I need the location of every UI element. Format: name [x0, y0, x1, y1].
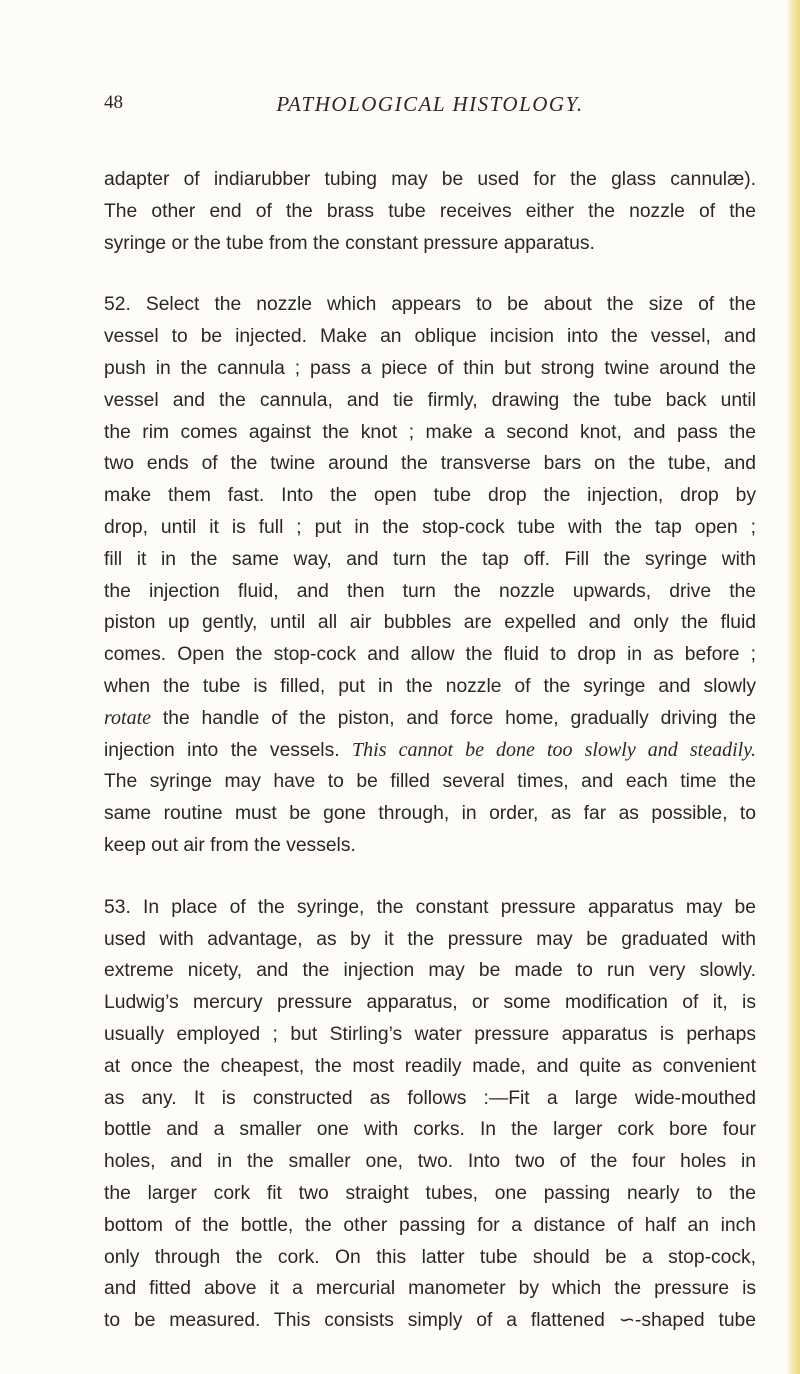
- text-line: bottle and a smaller one with corks. In the larger cork bore four: [104, 1119, 756, 1141]
- text-fragment: injection into the vessels.: [104, 739, 340, 761]
- running-title: PATHOLOGICAL HISTOLOGY.: [276, 92, 584, 116]
- page-edge: [786, 0, 800, 1374]
- italic-text: rotate: [104, 706, 152, 729]
- text-line: drop, until it is full ; put in the stop-cock tube with the tap open ;: [104, 516, 756, 538]
- text-line: and fitted above it a mercurial manometer by which the pressure is: [104, 1278, 756, 1300]
- page-number: 48: [104, 92, 123, 113]
- text-line: push in the cannula ; pass a piece of thin but strong twine around the: [104, 357, 756, 379]
- paragraph-52: [104, 289, 756, 861]
- text-line: extreme nicety, and the injection may be made to run very slowly.: [104, 960, 756, 982]
- text-line: only through the cork. On this latter tube should be a stop-cock,: [104, 1246, 756, 1268]
- text-line: the rim comes against the knot ; make a second knot, and pass the: [104, 421, 756, 443]
- text-line: same routine must be gone through, in order, as far as possible, to: [104, 803, 756, 825]
- text-line: to be measured. This consists simply of a flattened ∽-shaped tube: [104, 1310, 756, 1332]
- text-line: syringe or the tube from the constant pressure apparatus.: [104, 232, 595, 254]
- text-line: used with advantage, as by it the pressure may be graduated with: [104, 928, 756, 950]
- text-line: the larger cork fit two straight tubes, one passing nearly to the: [104, 1182, 756, 1204]
- text-line: vessel to be injected. Make an oblique incision into the vessel, and: [104, 326, 756, 348]
- italic-text: This cannot be done too slowly and steadily.: [352, 738, 756, 761]
- text-line: keep out air from the vessels.: [104, 834, 356, 856]
- page-header: [104, 92, 756, 126]
- text-line: comes. Open the stop-cock and allow the fluid to drop in as before ;: [104, 644, 756, 666]
- text-line: at once the cheapest, the most readily made, and quite as convenient: [104, 1055, 756, 1077]
- text-line: 53. In place of the syringe, the constant pressure apparatus may be: [104, 896, 756, 918]
- body-text: [104, 164, 756, 1337]
- text-line: make them fast. Into the open tube drop the injection, drop by: [104, 485, 756, 507]
- text-line: vessel and the cannula, and tie firmly, drawing the tube back until: [104, 389, 756, 411]
- text-line: The syringe may have to be filled several times, and each time the: [104, 771, 756, 793]
- paragraph-1: [104, 164, 756, 259]
- text-line: the injection fluid, and then turn the nozzle upwards, drive the: [104, 580, 756, 602]
- text-line-mixed: [104, 703, 756, 735]
- text-line: two ends of the twine around the transverse bars on the tube, and: [104, 453, 756, 475]
- text-fragment: the handle of the piston, and force home, gradually driving the: [162, 707, 756, 729]
- paragraph-53: [104, 892, 756, 1337]
- text-line: 52. Select the nozzle which appears to be about the size of the: [104, 294, 756, 316]
- text-line: usually employed ; but Stirling’s water pressure apparatus is perhaps: [104, 1023, 756, 1045]
- text-line: when the tube is filled, put in the nozzle of the syringe and slowly: [104, 675, 756, 697]
- text-line: The other end of the brass tube receives either the nozzle of the: [104, 200, 756, 222]
- text-line: holes, and in the smaller one, two. Into two of the four holes in: [104, 1151, 756, 1173]
- text-line: as any. It is constructed as follows :—Fit a large wide-mouthed: [104, 1087, 756, 1109]
- text-line: fill it in the same way, and turn the tap off. Fill the syringe with: [104, 548, 756, 570]
- text-line: adapter of indiarubber tubing may be used for the glass cannulæ).: [104, 169, 756, 190]
- text-line: piston up gently, until all air bubbles are expelled and only the fluid: [104, 612, 756, 634]
- text-line-mixed: [104, 735, 756, 767]
- text-line: bottom of the bottle, the other passing for a distance of half an inch: [104, 1214, 756, 1236]
- text-line: Ludwig’s mercury pressure apparatus, or some modification of it, is: [104, 992, 756, 1014]
